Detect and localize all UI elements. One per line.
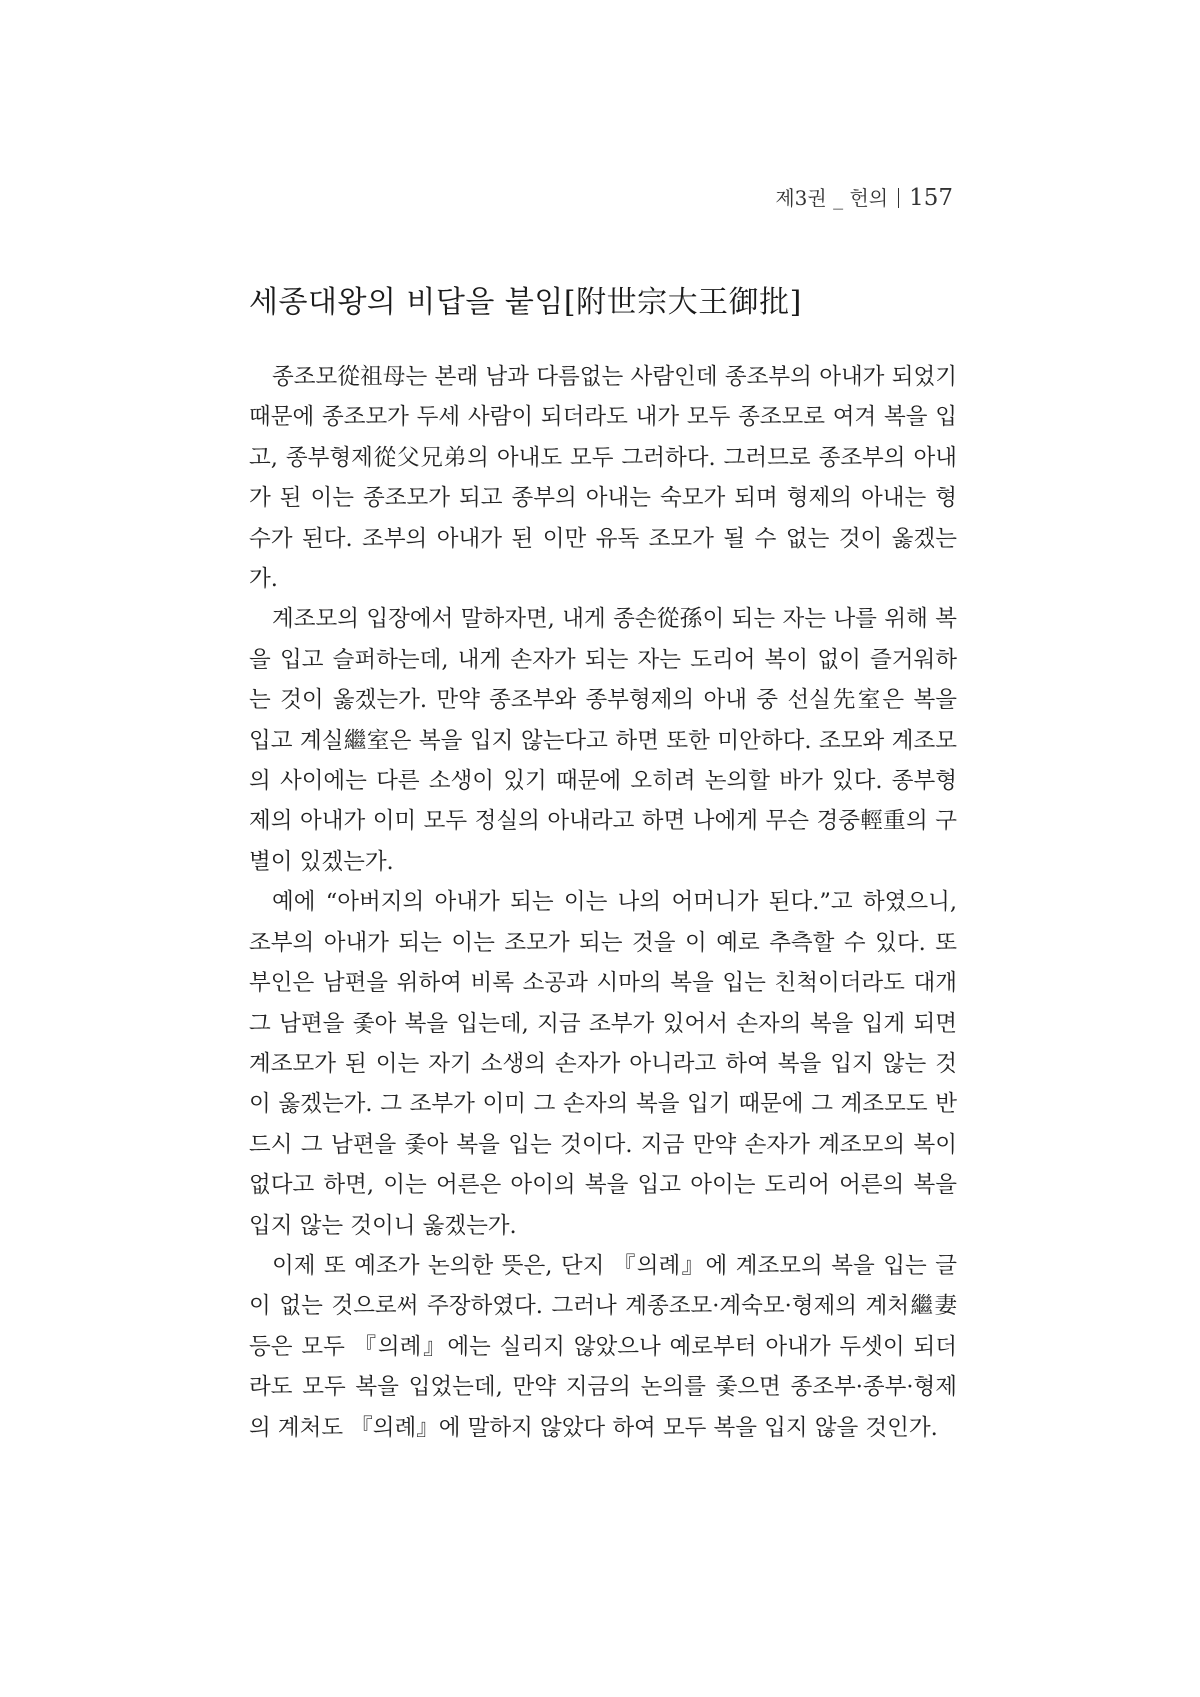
running-head [775,182,953,211]
paragraph: 이제 또 예조가 논의한 뜻은, 단지 『의례』에 계조모의 복을 입는 글이 없는 것으로써 주장하였다. 그러나 계종조모·계숙모·형제의 계처繼妻 등은 모두 『의례』에는 실리지 않았으나 예로부터 아내가 두셋이 되더라도 모두 복을 입었는데, 만약 지금의 논의를 좇으면 종조부·종부·형제의 계처도 『의례』에 말하지 않았다 하여 모두 복을 입지 않을 것인가. [249,1252,957,1441]
paragraph: 예에 “아버지의 아내가 되는 이는 나의 어머니가 된다.”고 하였으니, 조부의 아내가 되는 이는 조모가 되는 것을 이 예로 추측할 수 있다. 또 부인은 남편을 위하여 비록 소공과 시마의 복을 입는 친척이더라도 대개 그 남편을 좇아 복을 입는데, 지금 조부가 있어서 손자의 복을 입게 되면 계조모가 된 이는 자기 소생의 손자가 아니라고 하여 복을 입지 않는 것이 옳겠는가. 그 조부가 이미 그 손자의 복을 입기 때문에 그 계조모도 반드시 그 남편을 좇아 복을 입는 것이다. 지금 만약 손자가 계조모의 복이 없다고 하면, 이는 어른은 아이의 복을 입고 아이는 도리어 어른의 복을 입지 않는 것이니 옳겠는가. [249,889,957,1239]
paragraph: 계조모의 입장에서 말하자면, 내게 종손從孫이 되는 자는 나를 위해 복을 입고 슬퍼하는데, 내게 손자가 되는 자는 도리어 복이 없이 즐거워하는 것이 옳겠는가. 만약 종조부와 종부형제의 아내 중 선실先室은 복을 입고 계실繼室은 복을 입지 않는다고 하면 또한 미안하다. 조모와 계조모의 사이에는 다른 소생이 있기 때문에 오히려 논의할 바가 있다. 종부형제의 아내가 이미 모두 정실의 아내라고 하면 나에게 무슨 경중輕重의 구별이 있겠는가. [249,606,957,875]
page-number: 157 [909,185,953,211]
running-head-text: 제3권 _ 헌의 [775,186,889,210]
section-title: 세종대왕의 비답을 붙임[附世宗大王御批] [249,285,802,320]
running-head-divider [898,188,899,208]
paragraph: 종조모從祖母는 본래 남과 다름없는 사람인데 종조부의 아내가 되었기 때문에 종조모가 두세 사람이 되더라도 내가 모두 종조모로 여겨 복을 입고, 종부형제從父兄弟의 아내도 모두 그러하다. 그러므로 종조부의 아내가 된 이는 종조모가 되고 종부의 아내는 숙모가 되며 형제의 아내는 형수가 된다. 조부의 아내가 된 이만 유독 조모가 될 수 없는 것이 옳겠는가. [249,364,957,593]
body-text [249,357,957,1448]
